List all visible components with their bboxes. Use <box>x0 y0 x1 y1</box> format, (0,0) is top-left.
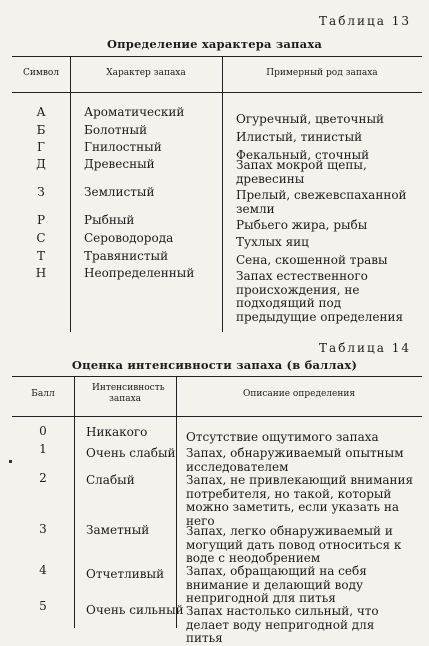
intensity-cell: Очень сильный <box>86 603 184 617</box>
description-cell: Запах, легко обнаруживаемый и могущий дать повод относиться к воде с неодобрением <box>186 524 402 565</box>
example-cell: Запах естественного происхождения, не подходящий под предыдущие определения <box>236 269 404 324</box>
table13-header-character: Характер запаха <box>106 68 186 78</box>
table13-top-rule <box>12 56 422 57</box>
character-cell: Гнилостный <box>84 140 162 154</box>
score-cell: 0 <box>39 424 47 438</box>
example-cell: Рыбьего жира, рыбы <box>236 218 368 232</box>
score-cell: 3 <box>39 522 47 536</box>
description-cell: Запах, обнаруживаемый опытным исследователем <box>186 446 404 474</box>
character-cell: Рыбный <box>84 213 135 227</box>
character-cell: Неопределенный <box>84 266 195 280</box>
character-cell: Травянистый <box>84 249 169 263</box>
table13-header-example: Примерный род запаха <box>266 68 378 78</box>
table13-col-divider-1 <box>70 56 71 332</box>
symbol-cell: Б <box>36 123 46 137</box>
example-cell: Тухлых яиц <box>236 235 309 249</box>
table14-header-score: Балл <box>31 389 55 399</box>
character-cell: Древесный <box>84 157 155 171</box>
table13-header-rule <box>12 92 422 93</box>
score-cell: 5 <box>39 599 47 613</box>
table14-col-divider-2 <box>176 376 177 628</box>
intensity-cell: Слабый <box>86 473 135 487</box>
scan-speck <box>9 460 12 463</box>
example-cell: Запах мокрой щепы, древесины <box>236 158 367 186</box>
score-cell: 2 <box>39 471 47 485</box>
symbol-cell: С <box>36 231 46 245</box>
example-cell: Сена, скошенной травы <box>236 253 388 267</box>
symbol-cell: Р <box>36 213 46 227</box>
table14-header-intensity: Интенсивность запаха <box>92 383 165 404</box>
character-cell: Сероводорода <box>84 231 174 245</box>
symbol-cell: Н <box>35 266 47 280</box>
table13-title: Определение характера запаха <box>106 37 323 51</box>
table13-header-symbol: Символ <box>22 68 60 78</box>
table13-label: Таблица 13 <box>319 14 411 28</box>
symbol-cell: Д <box>36 157 46 171</box>
example-cell: Илистый, тинистый <box>236 130 363 144</box>
symbol-cell: Г <box>37 140 45 154</box>
table14-title: Оценка интенсивности запаха (в баллах) <box>71 358 358 372</box>
table14-col-divider-1 <box>74 376 75 628</box>
table14-header-description: Описание определения <box>242 389 356 399</box>
score-cell: 4 <box>39 563 47 577</box>
intensity-cell: Заметный <box>86 523 150 537</box>
symbol-cell: А <box>36 105 46 119</box>
example-cell: Фекальный, сточный <box>236 148 370 162</box>
description-cell: Запах, не привлекающий внимания потребителя, но такой, который можно заметить, если указать на него <box>186 473 414 528</box>
description-cell: Запах, обращающий на себя внимание и делающий воду непригодной для питья <box>186 564 367 605</box>
description-cell: Отсутствие ощутимого запаха <box>186 430 379 444</box>
character-cell: Болотный <box>84 123 148 137</box>
character-cell: Землистый <box>84 185 155 199</box>
score-cell: 1 <box>39 442 47 456</box>
intensity-cell: Никакого <box>86 425 148 439</box>
character-cell: Ароматический <box>84 105 185 119</box>
table13-col-divider-2 <box>222 56 223 332</box>
intensity-cell: Очень слабый <box>86 446 176 460</box>
table14-label: Таблица 14 <box>319 341 411 355</box>
example-cell: Прелый, свежевспаханной земли <box>236 188 407 216</box>
symbol-cell: З <box>37 185 45 199</box>
intensity-cell: Отчетливый <box>86 567 165 581</box>
example-cell: Огуречный, цветочный <box>236 112 384 126</box>
symbol-cell: Т <box>36 249 45 263</box>
description-cell: Запах настолько сильный, что делает воду непригодной для питья <box>186 604 379 645</box>
